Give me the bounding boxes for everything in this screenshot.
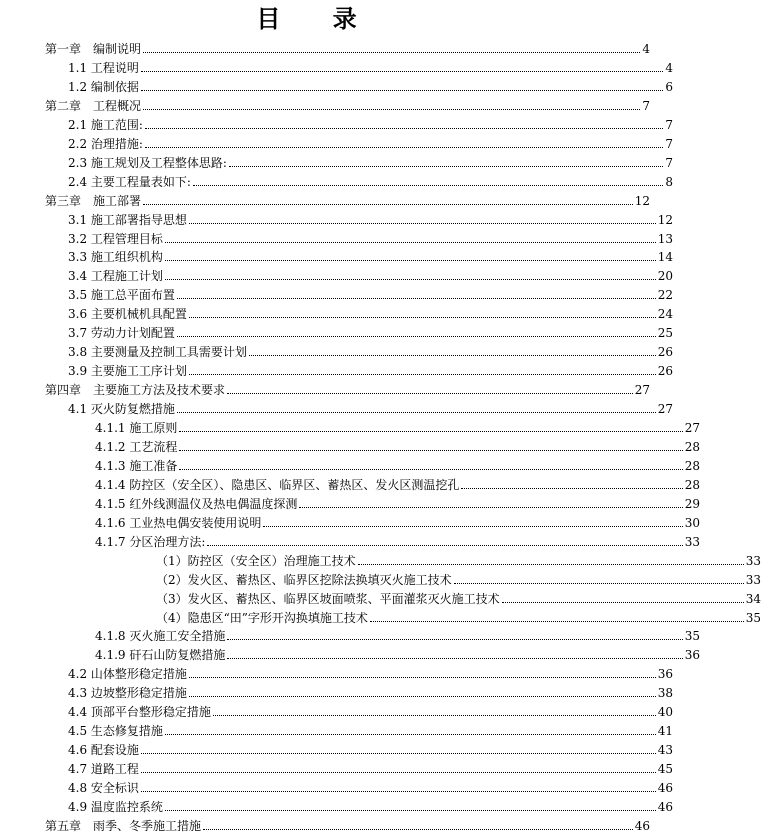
toc-entry[interactable] <box>0 435 708 454</box>
toc-entry-label: 4.3 边坡整形稳定措施 <box>68 686 187 701</box>
toc-entry-label: 3.2 工程管理目标 <box>68 231 163 246</box>
toc-page-number: 33 <box>684 534 700 549</box>
toc-page-number: 6 <box>665 79 673 94</box>
toc-dot-leader <box>249 354 656 356</box>
toc-page-number: 26 <box>657 364 673 379</box>
toc-entry-label: 4.9 温度监控系统 <box>68 800 163 814</box>
toc-page-number: 12 <box>634 193 650 208</box>
toc-entry[interactable] <box>0 776 681 795</box>
toc-entry[interactable] <box>0 795 681 814</box>
toc-page-number: 46 <box>657 800 673 814</box>
toc-entry-label: 3.9 主要施工工序计划 <box>68 364 187 379</box>
toc-page-number: 36 <box>684 648 700 663</box>
toc-dot-leader <box>227 392 633 394</box>
toc-entry[interactable] <box>0 359 681 378</box>
toc-entry[interactable] <box>0 511 708 530</box>
toc-dot-leader <box>165 241 656 243</box>
toc-page-number: 33 <box>745 553 761 568</box>
toc-dot-leader <box>189 676 656 678</box>
toc-entry-label: 3.3 施工组织机构 <box>68 250 163 265</box>
toc-entry-label: 3.1 施工部署指导思想 <box>68 212 187 227</box>
toc-entry[interactable] <box>0 587 769 606</box>
toc-dot-leader <box>177 297 656 299</box>
toc-dot-leader <box>179 468 682 470</box>
toc-dot-leader <box>227 638 682 640</box>
toc-entry[interactable] <box>0 378 658 397</box>
toc-dot-leader <box>213 714 656 716</box>
toc-dot-leader <box>165 259 656 261</box>
toc-page-number: 33 <box>745 572 761 587</box>
toc-dot-leader <box>461 487 682 489</box>
toc-entry-label: 3.6 主要机械机具配置 <box>68 307 187 322</box>
toc-page-number: 46 <box>657 781 673 796</box>
toc-page-number: 28 <box>684 477 700 492</box>
toc-dot-leader <box>229 165 663 167</box>
toc-dot-leader <box>299 506 682 508</box>
toc-entry[interactable] <box>0 94 658 113</box>
toc-entry[interactable] <box>0 189 658 208</box>
toc-page-number: 29 <box>684 496 700 511</box>
toc-entry-label: （4）隐患区“田”字形开沟换填施工技术 <box>156 610 368 625</box>
toc-entry-label: 4.1 灭火防复燃措施 <box>68 402 175 417</box>
toc-entry-label: 1.1 工程说明 <box>68 60 139 75</box>
toc-dot-leader <box>227 657 682 659</box>
toc-entry-label: 第一章 编制说明 <box>45 42 142 56</box>
toc-entry-label: 4.5 生态修复措施 <box>68 724 163 739</box>
toc-entry[interactable] <box>0 454 708 473</box>
toc-entry-label: 4.2 山体整形稳定措施 <box>68 667 187 682</box>
toc-entry[interactable] <box>0 492 708 511</box>
toc-entry-label: 4.1.2 工艺流程 <box>95 439 178 454</box>
toc-entry-label: 第四章 主要施工方法及技术要求 <box>45 383 226 398</box>
toc-entry-label: 4.1.8 灭火施工安全措施 <box>95 629 226 644</box>
toc-page-number: 26 <box>657 345 673 360</box>
toc-page-number: 35 <box>745 610 761 625</box>
toc-entry[interactable] <box>0 700 681 719</box>
toc-entry[interactable] <box>0 227 681 246</box>
toc-entry[interactable] <box>0 530 708 549</box>
toc-dot-leader <box>207 544 682 546</box>
toc-page-number: 35 <box>684 629 700 644</box>
toc-title: 目 录 <box>256 4 379 33</box>
toc-entry[interactable] <box>0 662 681 681</box>
toc-dot-leader <box>193 184 663 186</box>
toc-dot-leader <box>143 108 640 110</box>
toc-entry[interactable] <box>0 151 681 170</box>
toc-dot-leader <box>141 771 656 773</box>
toc-entry[interactable] <box>0 208 681 227</box>
toc-entry[interactable] <box>0 416 708 435</box>
toc-dot-leader <box>189 222 656 224</box>
toc-page-number: 40 <box>657 705 673 720</box>
toc-dot-leader <box>189 316 656 318</box>
toc-entry-label: 2.2 治理措施: <box>68 136 143 151</box>
toc-page-number: 24 <box>657 307 673 322</box>
toc-entry-label: 3.7 劳动力计划配置 <box>68 326 175 341</box>
toc-entry-label: 3.4 工程施工计划 <box>68 269 163 284</box>
toc-page-number: 25 <box>657 326 673 341</box>
toc-page-number: 28 <box>684 458 700 473</box>
toc-entry[interactable] <box>0 473 708 492</box>
toc-dot-leader <box>165 809 656 811</box>
toc-dot-leader <box>263 525 682 527</box>
toc-page-number: 45 <box>657 762 673 777</box>
toc-entry-label: 4.1.3 施工准备 <box>95 458 178 473</box>
toc-entry-label: 4.7 道路工程 <box>68 762 139 777</box>
toc-entry[interactable] <box>0 606 769 625</box>
toc-entry-label: 4.4 顶部平台整形稳定措施 <box>68 705 211 720</box>
toc-entry[interactable] <box>0 814 658 833</box>
toc-entry-label: 4.1.4 防控区（安全区）、隐患区、临界区、蓄热区、发火区测温挖孔 <box>95 477 460 492</box>
toc-entry-label: 2.4 主要工程量表如下: <box>68 174 191 189</box>
toc-entry-label: 第五章 雨季、冬季施工措施 <box>45 818 202 833</box>
toc-dot-leader <box>141 752 656 754</box>
toc-entry-label: （2）发火区、蓄热区、临界区挖除法换填灭火施工技术 <box>156 572 452 587</box>
toc-entry[interactable] <box>0 719 681 738</box>
toc-entry[interactable] <box>0 75 681 94</box>
toc-dot-leader <box>189 373 656 375</box>
toc-page-number: 12 <box>657 212 673 227</box>
toc-entry[interactable] <box>0 643 708 662</box>
toc-page-number: 38 <box>657 686 673 701</box>
toc-page-number: 36 <box>657 667 673 682</box>
toc-dot-leader <box>165 278 656 280</box>
toc-page-number: 22 <box>657 288 673 303</box>
toc-entry-label: 3.8 主要测量及控制工具需要计划 <box>68 345 247 360</box>
toc-entry[interactable] <box>0 681 681 700</box>
toc-dot-leader <box>189 695 656 697</box>
toc-entry-label: 4.6 配套设施 <box>68 743 139 758</box>
toc-entry[interactable] <box>0 132 681 151</box>
toc-page-number: 14 <box>657 250 673 265</box>
toc-page-number: 30 <box>684 515 700 530</box>
toc-dot-leader <box>143 51 640 53</box>
toc-entry-label: 1.2 编制依据 <box>68 79 139 94</box>
toc-entry[interactable] <box>0 738 681 757</box>
toc-dot-leader <box>203 828 633 830</box>
toc-page-number: 46 <box>634 818 650 833</box>
toc-page-number: 8 <box>665 174 673 189</box>
toc-entry[interactable] <box>0 170 681 189</box>
toc-entry[interactable] <box>0 302 681 321</box>
toc-entry[interactable] <box>0 757 681 776</box>
toc-dot-leader <box>165 733 656 735</box>
toc-dot-leader <box>145 127 663 129</box>
toc-dot-leader <box>177 411 656 413</box>
toc-dot-leader <box>141 790 656 792</box>
toc-entry-label: （3）发火区、蓄热区、临界区坡面喷浆、平面灌浆灭火施工技术 <box>156 591 500 606</box>
toc-entry-label: 第三章 施工部署 <box>45 193 142 208</box>
toc-dot-leader <box>179 430 682 432</box>
toc-entry-label: 4.1.5 红外线测温仪及热电偶温度探测 <box>95 496 298 511</box>
toc-entry[interactable] <box>0 549 769 568</box>
toc-entry[interactable] <box>0 624 708 643</box>
toc-page-number: 7 <box>642 98 650 113</box>
toc-entry-label: 4.1.9 矸石山防复燃措施 <box>95 648 226 663</box>
toc-page-number: 7 <box>665 117 673 132</box>
toc-entry[interactable] <box>0 321 681 340</box>
toc-page-number: 4 <box>642 42 650 56</box>
toc-page-number: 41 <box>657 724 673 739</box>
toc-entry[interactable] <box>0 113 681 132</box>
toc-entry-label: 2.1 施工范围: <box>68 117 143 132</box>
toc-page-number: 28 <box>684 439 700 454</box>
toc-page-number: 43 <box>657 743 673 758</box>
toc-entry-label: 2.3 施工规划及工程整体思路: <box>68 155 227 170</box>
toc-page-number: 27 <box>657 402 673 417</box>
toc-page-number: 27 <box>684 421 700 435</box>
toc-entry[interactable] <box>0 264 681 283</box>
toc-entry-label: （1）防控区（安全区）治理施工技术 <box>156 553 356 568</box>
toc-entry-label: 第二章 工程概况 <box>45 98 142 113</box>
toc-dot-leader <box>145 146 663 148</box>
toc-dot-leader <box>358 563 744 565</box>
toc-entry-label: 4.1.6 工业热电偶安装使用说明 <box>95 515 262 530</box>
toc-dot-leader <box>141 89 663 91</box>
toc-entry[interactable] <box>0 245 681 264</box>
toc-dot-leader <box>179 449 682 451</box>
toc-page-number: 20 <box>657 269 673 284</box>
toc-entry-label: 4.8 安全标识 <box>68 781 139 796</box>
toc-page-number: 13 <box>657 231 673 246</box>
toc-dot-leader <box>454 582 744 584</box>
toc-entry[interactable] <box>0 283 681 302</box>
toc-page-number: 7 <box>665 136 673 151</box>
toc-page-number: 7 <box>665 155 673 170</box>
toc-dot-leader <box>502 601 744 603</box>
toc-page-number: 4 <box>665 60 673 75</box>
toc-entry[interactable] <box>0 340 681 359</box>
toc-entry[interactable] <box>0 568 769 587</box>
toc-dot-leader <box>177 335 656 337</box>
toc-page-number: 34 <box>745 591 761 606</box>
toc-dot-leader <box>141 70 663 72</box>
toc-entry[interactable] <box>0 37 658 56</box>
toc-entry-label: 4.1.1 施工原则 <box>95 421 178 435</box>
toc-entry[interactable] <box>0 56 681 75</box>
toc-page-number: 27 <box>634 383 650 398</box>
toc-entry-label: 4.1.7 分区治理方法: <box>95 534 206 549</box>
toc-entry-label: 3.5 施工总平面布置 <box>68 288 175 303</box>
toc-dot-leader <box>143 203 633 205</box>
toc-entry[interactable] <box>0 397 681 416</box>
toc-dot-leader <box>370 620 744 622</box>
